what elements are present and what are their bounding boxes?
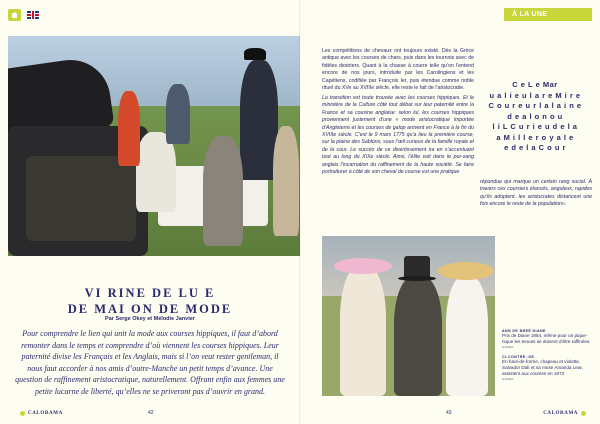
article-title [20, 285, 280, 317]
pull-quote-line: u a l i e u l a r e M i r e [489, 90, 581, 100]
photo-woman-in-red [118, 91, 140, 166]
pull-quote [480, 80, 590, 154]
page-number-right: 43 [446, 410, 452, 416]
photo-woman-straw-hat [446, 276, 488, 396]
footer-left-brand [20, 411, 63, 416]
photo-captions [502, 329, 592, 387]
caption-2 [502, 355, 592, 381]
body-column [322, 48, 474, 179]
title-line-1: VI RINE DE LU E [84, 286, 216, 300]
footer-right-brand-text: CALORAMA [543, 411, 578, 416]
photo-top-hat-brim [398, 276, 436, 281]
photo-man-top-hat [394, 276, 442, 396]
photo-background-figure [166, 84, 190, 144]
body-paragraph-1: Les compétitions de chevaux ont toujours existé. Dès la Grèce antique avec les courses de chars, puis dans les tournois avec de fidèles destriers. Quant à la chasse à courre telle qu’on l’entend encore de nos jours, introduite par les Carolingiens et les Capétiens, codifiée par François Ier, puis étendue comme noble rituel du XVe au XVIIIe siècle, elle reste le fait de l’aristocratie. [322, 48, 474, 92]
sun-logo-icon [20, 411, 25, 416]
title-line-2: DE MAI ON DE MODE [67, 302, 233, 316]
top-nav [8, 9, 39, 21]
photo-standing-woman [273, 126, 299, 236]
pull-quote-line: C e L e Mar [512, 80, 558, 89]
home-icon[interactable] [8, 9, 21, 21]
photo-straw-hat [438, 262, 494, 280]
lead-paragraph: Pour comprendre le lien qui unit la mode aux courses hippiques, il faut d’abord remonter dans le temps et comprendre d’où viennent les courses hippiques. Leur paternité divise les Français et les Anglais, mais si l’on veut rester gentleman, il nous faut accorder à nos amis d’outre-Manche un petit temps d’avance. Une question de raffinement aristocratique, naturellement. Offrant enfin aux femmes une petite lucarne de liberté, qu’elles ne se priveront pas d’ouvrir en grand. [15, 329, 285, 396]
caption-1-label: ANN DE BREÉ DIANE [502, 329, 546, 333]
photo-car-trunk [26, 156, 136, 241]
footer-left-brand-text: CALORAMA [28, 411, 63, 416]
caption-2-label: CI-CONTRE: DE [502, 355, 535, 359]
photo-woman-in-white [136, 132, 176, 212]
dali-amanda-lear-photo [322, 236, 495, 396]
uk-flag-icon[interactable] [27, 11, 39, 19]
caption-1-text: Prix de Diane 1984, même pour un pique-nique les tenues se doivent d’être raffinées. [502, 333, 591, 344]
footer-right-brand [543, 411, 586, 416]
pull-quote-line: a M i l l e r o y a l e [496, 132, 574, 142]
photo-seated-man [203, 136, 243, 246]
pull-quote-line: d e a l o n o u [507, 111, 563, 121]
caption-2-credit: GAMMA [502, 377, 514, 381]
sun-logo-icon [581, 411, 586, 416]
section-badge[interactable]: À LA UNE [504, 8, 592, 21]
page-number-left: 42 [148, 410, 154, 416]
byline: Par Serge Okey et Mélodie Janvier [105, 316, 195, 322]
pull-quote-line: l i L C u r i e u d e l a [492, 122, 578, 131]
pull-quote-line: e d e l a C o u r [504, 143, 566, 152]
caption-1-credit: GAMMA [502, 345, 514, 349]
body-continuation: répondue qui marque un certain rang social. À travers ces coursiers élancés, anguleux, rapides qu’ils adoptent, les aristocrates distancent une fois encore le reste de la population». [480, 179, 592, 208]
photo-woman-pink-hat [340, 266, 386, 396]
caption-2-text: En haut-de-forme, chapeau et violette, Salvador Dalí et sa muse Amanda Lear, assistent aux courses en 1973 [502, 359, 583, 376]
gutter [299, 0, 301, 424]
caption-1 [502, 329, 592, 349]
pull-quote-line: C o u r e u r l a l a i n e [488, 101, 582, 110]
photo-bowler-hat [244, 48, 266, 60]
body-paragraph-2: La transition est toute trouvée avec les courses hippiques. Et le ministère de la Culture côté tout débat sur leur paternité entre la France et sa cousine anglaise: selon lui, les courses hippiques proviennent justement d’une « mode aristocratique importée d’Angleterre et les courses de galop arrivent en France à la fin du XVIIIe siècle. C’est le 9 mars 1775 qu’a lieu la première course, sur la plaine des Sablons, sous l’œil curieux de la famille royale et de la cour. Le succès de ce divertissement ira en s’accentuant tout au long du XIXe siècle. Ainsi, l’élite voit dans le pur-sang anglais l’incarnation du raffinement de la haute société. Se faire portraiturer à côté de son cheval de course est une pratique [322, 94, 474, 176]
photo-pink-hat [334, 258, 392, 274]
racecourse-picnic-photo [8, 36, 300, 256]
